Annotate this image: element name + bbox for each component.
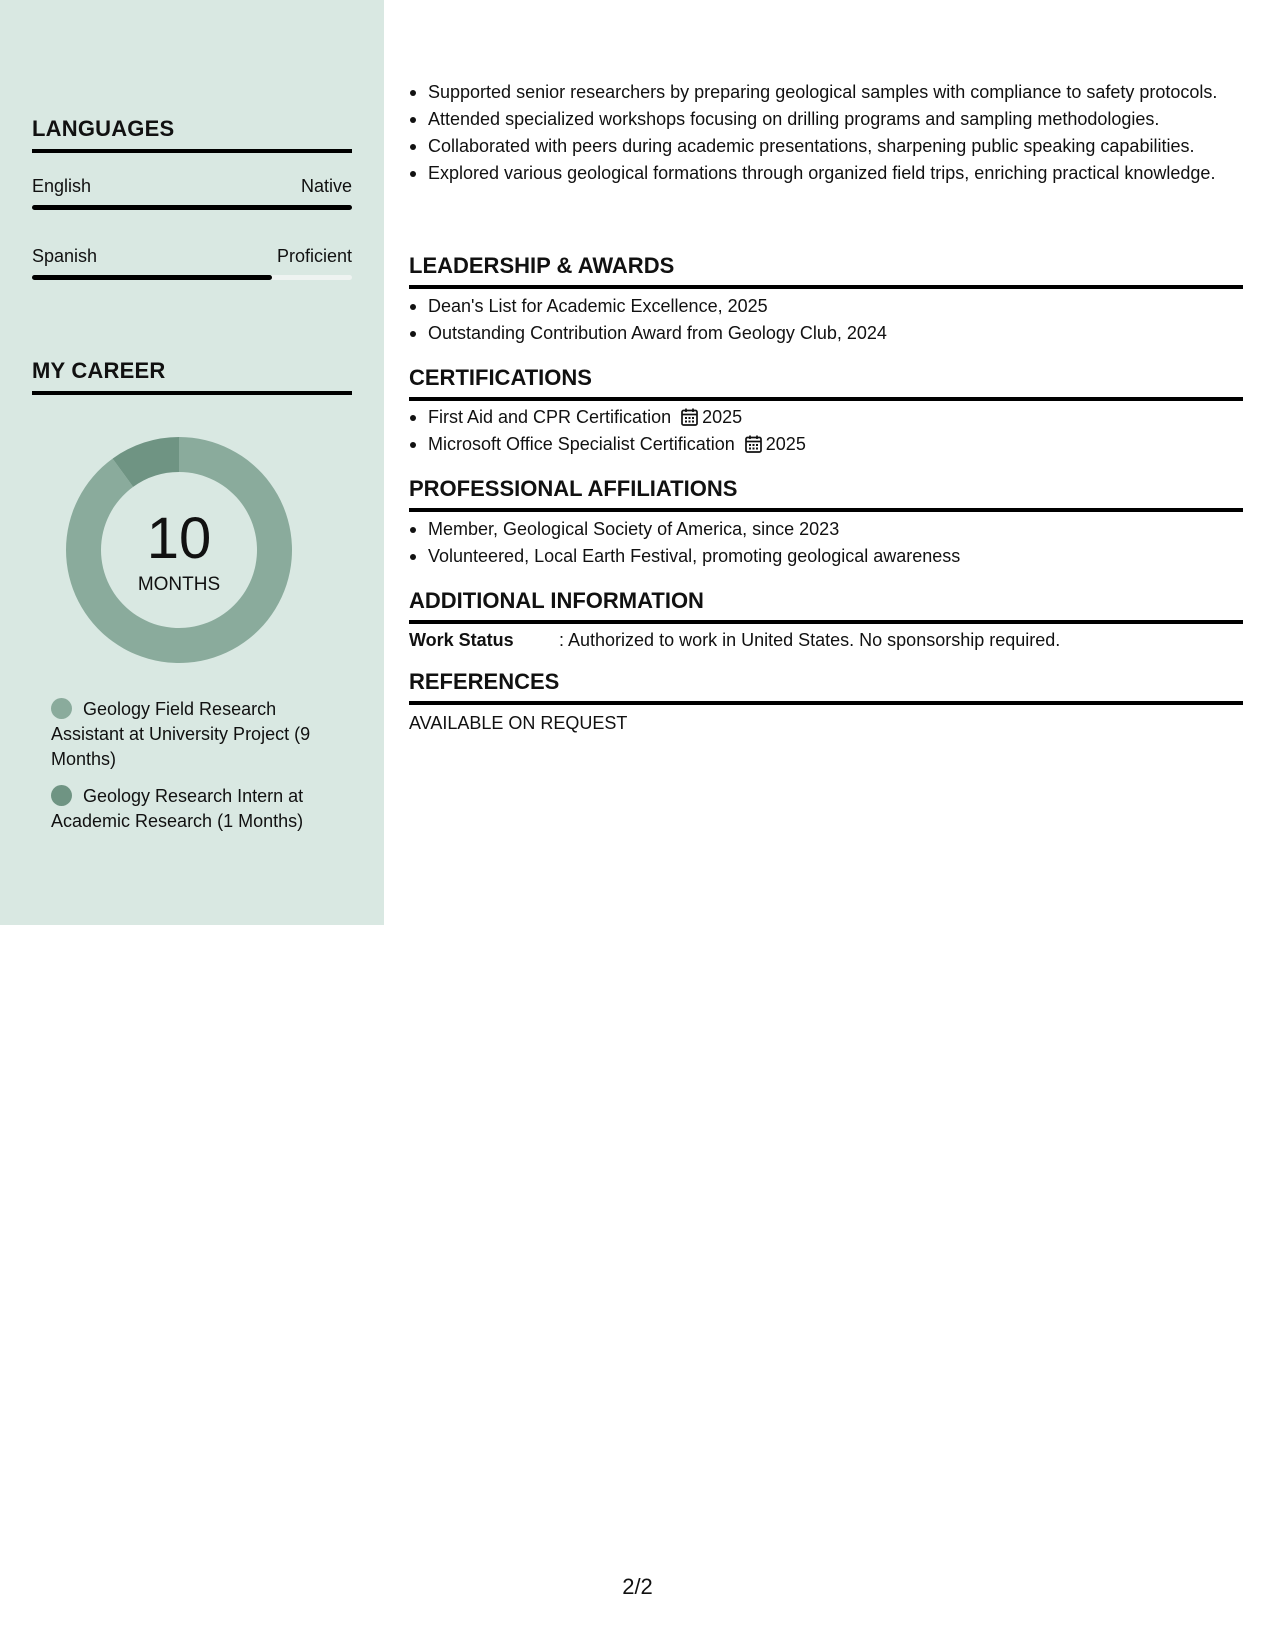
legend-dot-icon [51,698,72,719]
certification-name: First Aid and CPR Certification [428,407,672,427]
affiliations-heading: PROFESSIONAL AFFILIATIONS [409,476,1243,512]
list-item: Dean's List for Academic Excellence, 2025 [409,294,1243,319]
leadership-list [409,294,1243,348]
list-item: Attended specialized workshops focusing on drilling programs and sampling methodologies. [409,107,1243,132]
calendar-icon [681,408,698,426]
list-item: Volunteered, Local Earth Festival, promoting geological awareness [409,544,1243,569]
calendar-icon [745,435,762,453]
language-row-spanish [32,246,352,267]
work-status-value: : Authorized to work in United States. No sponsorship required. [559,630,1061,650]
list-item: Outstanding Contribution Award from Geology Club, 2024 [409,321,1243,346]
affiliations-list [409,517,1243,571]
language-level: Native [300,176,352,196]
list-item: Supported senior researchers by preparing geological samples with compliance to safety protocols. [409,80,1243,105]
work-status-label: Work Status [409,630,514,650]
list-item [409,432,1243,457]
additional-info-heading: ADDITIONAL INFORMATION [409,588,1243,624]
career-donut-chart [66,437,292,663]
list-item: Collaborated with peers during academic presentations, sharpening public speaking capabilities. [409,134,1243,159]
legend-label: Geology Research Intern at Academic Research (1 Months) [51,786,304,831]
career-heading: MY CAREER [32,358,352,395]
career-total-value: 10 [146,506,212,571]
language-name: English [32,176,92,196]
career-legend-item-2 [51,784,341,834]
experience-bullets [409,80,1243,188]
certification-year: 2025 [702,407,743,427]
sidebar [0,0,384,925]
list-item: Member, Geological Society of America, since 2023 [409,517,1243,542]
page-number: 2/2 [622,1574,653,1599]
career-legend-item-1 [51,697,341,772]
language-bar-english [32,205,352,210]
language-name: Spanish [32,246,98,266]
list-item: Explored various geological formations through organized field trips, enriching practical knowledge. [409,161,1243,186]
language-bar-fill [32,275,272,280]
certifications-heading: CERTIFICATIONS [409,365,1243,401]
language-row-english [32,176,352,197]
references-text: AVAILABLE ON REQUEST [409,713,628,733]
references-heading: REFERENCES [409,669,1243,705]
legend-label: Geology Field Research Assistant at University Project (9 Months) [51,699,311,769]
legend-dot-icon [51,785,72,806]
list-item [409,405,1243,430]
languages-heading: LANGUAGES [32,116,352,153]
certification-name: Microsoft Office Specialist Certification [428,434,735,454]
certifications-list [409,405,1243,459]
leadership-heading: LEADERSHIP & AWARDS [409,253,1243,289]
language-level: Proficient [276,246,352,266]
donut-center [66,437,292,663]
language-bar-fill [32,205,352,210]
language-bar-spanish [32,275,352,280]
certification-year: 2025 [765,434,806,454]
career-total-unit: MONTHS [137,574,221,595]
work-status-row [409,630,1243,651]
